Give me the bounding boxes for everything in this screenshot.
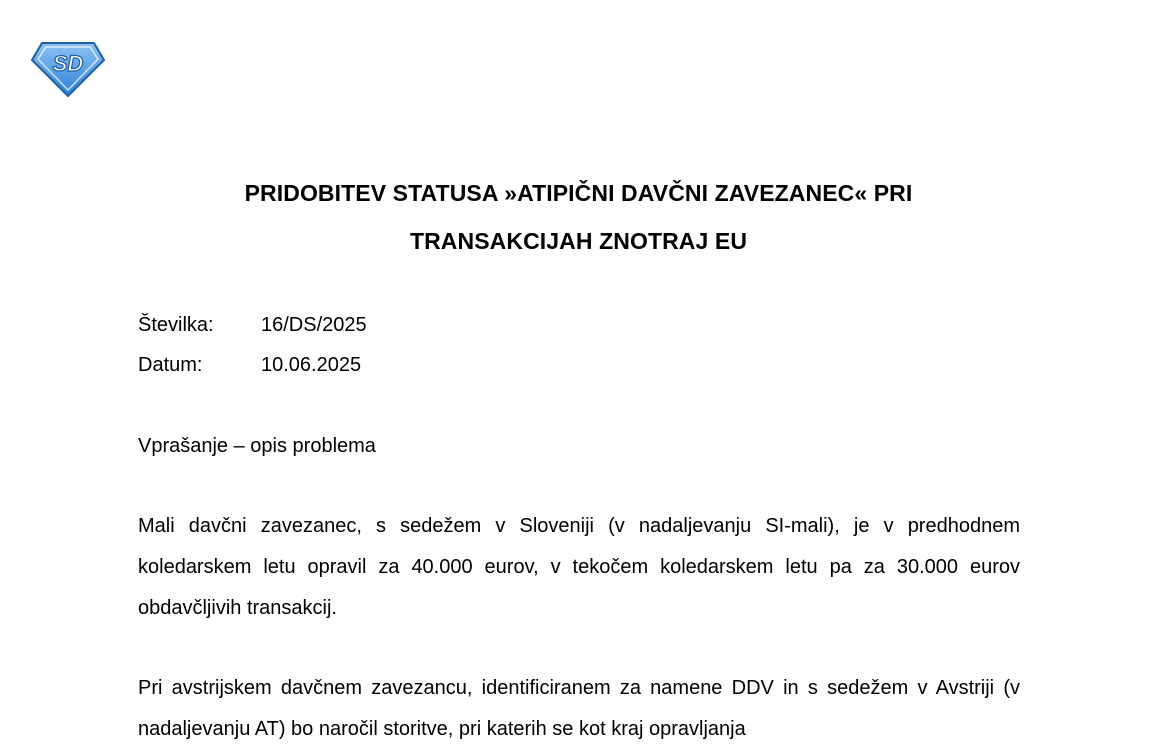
document-title-line-2: TRANSAKCIJAH ZNOTRAJ EU	[409, 228, 748, 254]
number-label: Številka:	[138, 314, 214, 336]
document-title-line-1: PRIDOBITEV STATUSA »ATIPIČNI DAVČNI ZAVEZANEC« PRI	[244, 180, 913, 206]
paragraph: Mali davčni zavezanec, s sedežem v Sloveniji (v nadaljevanju SI-mali), je v predhodnem koledarskem letu opravil za 40.000 eurov, v tekočem koledarskem letu pa za 30.000 eurov obdavčljivih transakcij.	[138, 515, 1020, 619]
section-heading: Vprašanje – opis problema	[138, 435, 376, 457]
date-row	[138, 354, 361, 377]
paragraph: Pri avstrijskem davčnem zavezancu, identificiranem za namene DDV in s sedežem v Avstriji (v nadaljevanju AT) bo naročil storitve, pri katerih se kot kraj opravljanja	[138, 677, 1020, 740]
date-value: 10.06.2025	[261, 354, 362, 376]
logo-text: SD	[52, 51, 84, 76]
date-label: Datum:	[138, 354, 203, 376]
sd-logo-icon	[30, 40, 106, 98]
number-value: 16/DS/2025	[261, 314, 367, 336]
number-row	[138, 314, 367, 337]
